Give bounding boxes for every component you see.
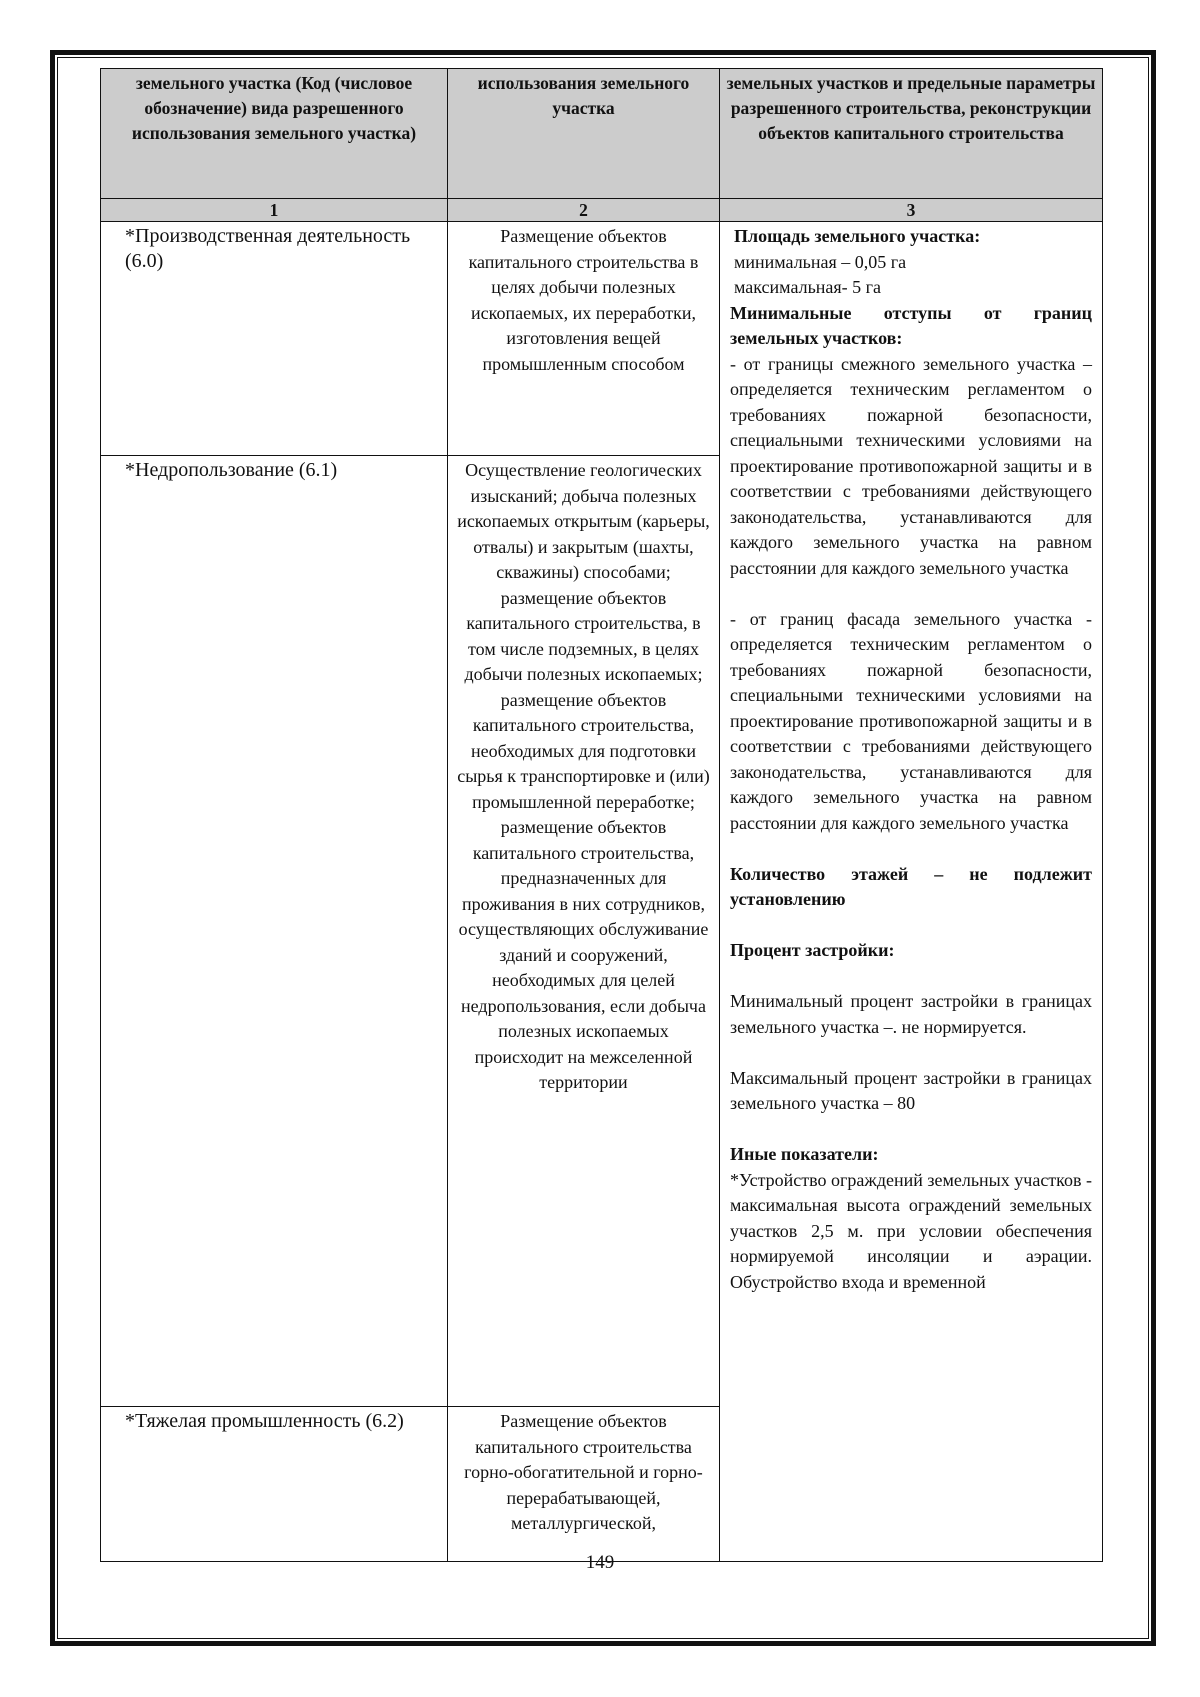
coverage-title: Процент застройки: bbox=[730, 940, 895, 960]
area-min: минимальная – 0,05 га bbox=[734, 251, 907, 272]
coverage-max: Максимальный процент застройки в границах земельного участка – 80 bbox=[730, 1067, 1092, 1113]
setback-adjacent: - от границы смежного земельного участка – определяется техническим регламентом о требованиях пожарной безопасности, специальными техническими условиями на проектирование противопожарной защиты и в соответствии с требованиями действующего законодательства, устанавливаются для каждого земельного участка на равном расстоянии для каждого земельного участка bbox=[730, 353, 1092, 578]
coverage-min: Минимальный процент застройки в границах земельного участка –. не нормируется. bbox=[730, 991, 1092, 1037]
floors-note: Количество этажей – не подлежит установлению bbox=[730, 863, 1092, 909]
setback-title: Минимальные отступы от границ земельных участков: bbox=[730, 302, 1092, 348]
zoning-regulations-table bbox=[100, 68, 1103, 1562]
header-col1: земельного участка (Код (числовое обозначение) вида разрешенного использования земельного участка) bbox=[101, 69, 448, 199]
use-type-name: *Недропользование (6.1) bbox=[101, 456, 448, 1407]
other-title: Иные показатели: bbox=[730, 1144, 879, 1164]
use-type-name: *Производственная деятельность (6.0) bbox=[101, 222, 448, 456]
area-max: максимальная- 5 га bbox=[734, 277, 882, 297]
area-title: Площадь земельного участка: bbox=[734, 226, 981, 246]
other-text: *Устройство ограждений земельных участков - максимальная высота ограждений земельных участков 2,5 м. при условии обеспечения нормируемой инсоляции и аэрации. Обустройство входа и временной bbox=[730, 1169, 1092, 1292]
use-type-description: Осуществление геологических изысканий; добыча полезных ископаемых открытым (карьеры, отвалы) и закрытым (шахты, скважины) способами; размещение объектов капитального строительства, в том числе подземных, в целях добычи полезных ископаемых; размещение объектов капитального строительства, необходимых для подготовки сырья к транспортировке и (или) промышленной переработке; размещение объектов капитального строительства, предназначенных для проживания в них сотрудников, осуществляющих обслуживание зданий и сооружений, необходимых для целей недропользования, если добыча полезных ископаемых происходит на межселенной территории bbox=[448, 456, 720, 1407]
parameters-cell bbox=[720, 222, 1103, 1562]
column-number-row bbox=[101, 199, 1103, 222]
use-type-description: Размещение объектов капитального строительства в целях добычи полезных ископаемых, их переработки, изготовления вещей промышленным способом bbox=[448, 222, 720, 456]
column-number: 1 bbox=[101, 199, 448, 222]
use-type-name: *Тяжелая промышленность (6.2) bbox=[101, 1407, 448, 1562]
column-number: 3 bbox=[720, 199, 1103, 222]
column-number: 2 bbox=[448, 199, 720, 222]
setback-facade: - от границ фасада земельного участка - определяется техническим регламентом о требованиях пожарной безопасности, специальными техническими условиями на проектирование противопожарной защиты и в соответствии с требованиями действующего законодательства, устанавливаются для каждого земельного участка на равном расстоянии для каждого земельного участка bbox=[730, 608, 1092, 833]
page-number: 149 bbox=[585, 1552, 615, 1573]
use-type-description: Размещение объектов капитального строительства горно-обогатительной и горно-перерабатывающей, металлургической, bbox=[448, 1407, 720, 1562]
table-row bbox=[101, 222, 1103, 456]
header-col2: использования земельного участка bbox=[448, 69, 720, 199]
table-header-row bbox=[101, 69, 1103, 199]
header-col3: земельных участков и предельные параметры разрешенного строительства, реконструкции объектов капитального строительства bbox=[720, 69, 1103, 199]
